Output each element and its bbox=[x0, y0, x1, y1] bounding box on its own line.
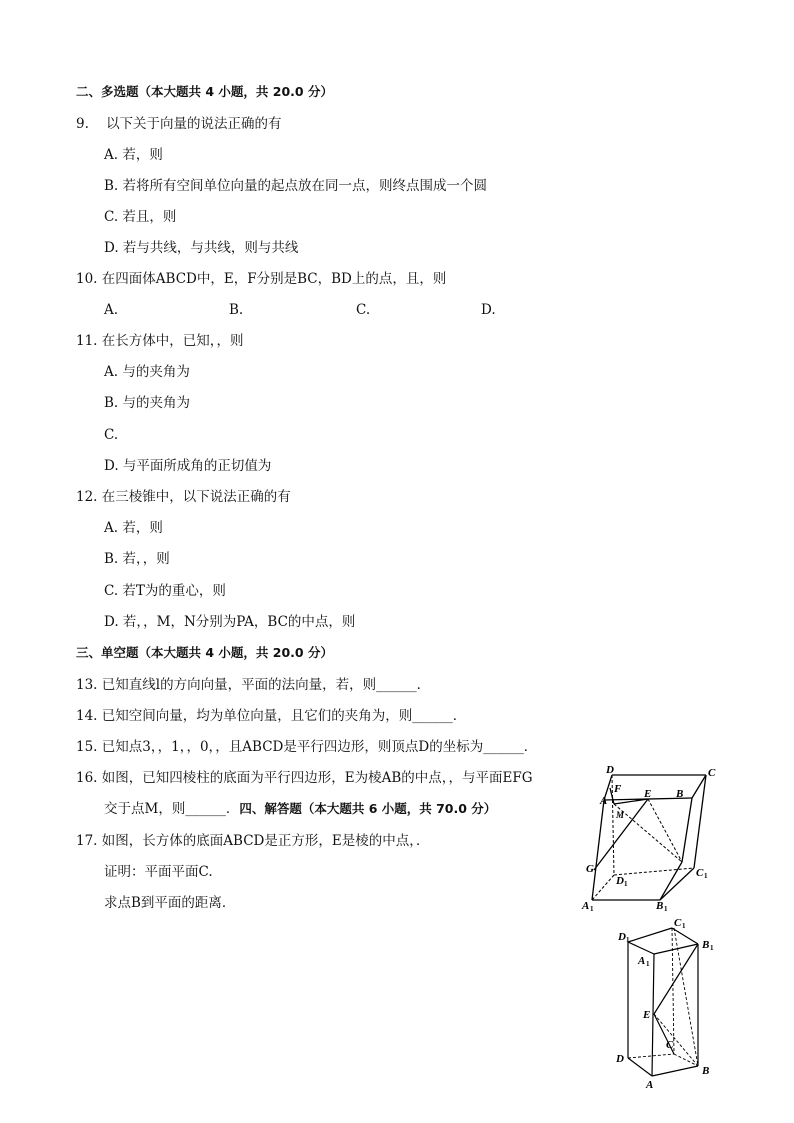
q10-option-b: B. bbox=[229, 302, 244, 318]
fig2-label-d: D bbox=[616, 1053, 624, 1065]
fig1-label-a: A bbox=[600, 795, 608, 807]
section-2-note: （本大题共 4 小题，共 20.0 分） bbox=[138, 84, 333, 99]
section-3-header bbox=[76, 644, 333, 662]
question-17-proof: 证明：平面平面C. bbox=[104, 864, 213, 880]
fig2-sub-a1: 1 bbox=[646, 960, 650, 968]
question-9 bbox=[76, 115, 282, 133]
question-stem: 以下关于向量的说法正确的有 bbox=[106, 116, 282, 132]
question-14 bbox=[76, 707, 466, 725]
q9-option-a: A. 若，则 bbox=[104, 147, 163, 163]
fig2-label-a: A bbox=[646, 1079, 654, 1090]
q9-option-c: C. 若且，则 bbox=[104, 209, 177, 225]
q11-option-c: C. bbox=[104, 427, 119, 443]
fig1-label-b1: B bbox=[656, 900, 664, 912]
fig2-label-b1: B bbox=[702, 939, 710, 951]
fig2-sub-d1: 1 bbox=[626, 936, 630, 944]
fig1-label-d: D bbox=[606, 764, 614, 776]
question-text: 已知空间向量，均为单位向量，且它们的夹角为，则______． bbox=[101, 708, 467, 724]
q10-option-d: D. bbox=[481, 302, 496, 318]
fig2-sub-c1: 1 bbox=[682, 922, 686, 930]
question-17 bbox=[76, 832, 429, 850]
figure-parallelepiped bbox=[574, 760, 734, 912]
fig1-label-c1: C bbox=[696, 867, 704, 879]
question-16 bbox=[76, 769, 533, 787]
q12-option-a: A. 若，则 bbox=[104, 520, 163, 536]
question-13 bbox=[76, 676, 430, 694]
fig1-label-e: E bbox=[644, 788, 652, 800]
fig2-label-e: E bbox=[643, 1009, 651, 1021]
fig2-label-a1: A bbox=[638, 955, 646, 967]
q10-option-a: A. bbox=[104, 302, 119, 318]
q11-option-a: A. 与的夹角为 bbox=[104, 364, 190, 380]
question-10 bbox=[76, 270, 446, 288]
fig1-sub-a1: 1 bbox=[590, 905, 594, 912]
question-number: 17. bbox=[76, 833, 98, 849]
question-text: 已知直线l的方向向量，平面的法向量，若，则______． bbox=[101, 677, 431, 693]
question-number: 11. bbox=[76, 333, 98, 349]
fig1-sub-d1: 1 bbox=[624, 880, 628, 888]
fig2-label-c: C bbox=[666, 1039, 674, 1051]
question-number: 16. bbox=[76, 770, 98, 786]
figure-cuboid bbox=[612, 914, 722, 1090]
q9-option-d: D. 若与共线，与共线，则与共线 bbox=[104, 240, 299, 256]
question-17-distance: 求点B到平面的距离． bbox=[104, 895, 236, 911]
fig1-label-c: C bbox=[708, 767, 716, 779]
q12-option-c: C. 若T为的重心，则 bbox=[104, 583, 226, 599]
question-15 bbox=[76, 738, 537, 756]
fig1-label-d1: D bbox=[616, 875, 624, 887]
question-text: 如图，长方体的底面ABCD是正方形，E是棱的中点，． bbox=[101, 833, 430, 849]
fig1-sub-b1: 1 bbox=[664, 905, 668, 912]
section-3-title: 三、单空题 bbox=[76, 645, 139, 660]
question-stem: 在长方体中，已知，，则 bbox=[101, 333, 244, 349]
question-number: 13. bbox=[76, 677, 98, 693]
fig2-sub-b1: 1 bbox=[710, 944, 714, 952]
fig1-label-a1: A bbox=[582, 900, 590, 912]
section-3-note: （本大题共 4 小题，共 20.0 分） bbox=[138, 645, 333, 660]
fig1-sub-c1: 1 bbox=[704, 872, 708, 880]
question-12 bbox=[76, 488, 291, 506]
q10-option-c: C. bbox=[356, 302, 371, 318]
section-4-note: （本大题共 6 小题，共 70.0 分） bbox=[301, 801, 497, 816]
question-text: 如图，已知四棱柱的底面为平行四边形，E为棱AB的中点，，与平面EFG bbox=[101, 770, 533, 786]
fig2-label-d1: D bbox=[618, 931, 626, 943]
section-2-header bbox=[76, 83, 333, 101]
fig1-label-b: B bbox=[676, 788, 684, 800]
q11-option-d: D. 与平面所成角的正切值为 bbox=[104, 458, 272, 474]
q11-option-b: B. 与的夹角为 bbox=[104, 395, 191, 411]
section-4-title: 四、解答题 bbox=[239, 801, 302, 816]
fig1-label-g: G bbox=[586, 863, 594, 875]
fig1-label-m: M bbox=[616, 810, 625, 820]
question-stem: 在四面体ABCD中，E，F分别是BC，BD上的点，且，则 bbox=[101, 271, 447, 287]
question-number: 9. bbox=[76, 116, 89, 132]
question-11 bbox=[76, 332, 244, 350]
question-text: 交于点M，则______． bbox=[104, 801, 240, 817]
q12-option-b: B. 若，，则 bbox=[104, 551, 170, 567]
fig2-label-b: B bbox=[702, 1065, 710, 1077]
question-text: 已知点3，，1，，0，，且ABCD是平行四边形，则顶点D的坐标为______． bbox=[101, 739, 538, 755]
section-2-title: 二、多选题 bbox=[76, 84, 139, 99]
question-16-line-2 bbox=[104, 800, 496, 818]
fig1-label-f: F bbox=[614, 783, 622, 795]
fig2-label-c1: C bbox=[674, 917, 682, 929]
question-stem: 在三棱锥中，以下说法正确的有 bbox=[101, 489, 291, 505]
question-number: 15. bbox=[76, 739, 98, 755]
question-number: 14. bbox=[76, 708, 98, 724]
question-number: 12. bbox=[76, 489, 98, 505]
q12-option-d: D. 若，，M，N分别为PA，BC的中点，则 bbox=[104, 614, 356, 630]
question-number: 10. bbox=[76, 271, 98, 287]
q9-option-b: B. 若将所有空间单位向量的起点放在同一点，则终点围成一个圆 bbox=[104, 178, 488, 194]
